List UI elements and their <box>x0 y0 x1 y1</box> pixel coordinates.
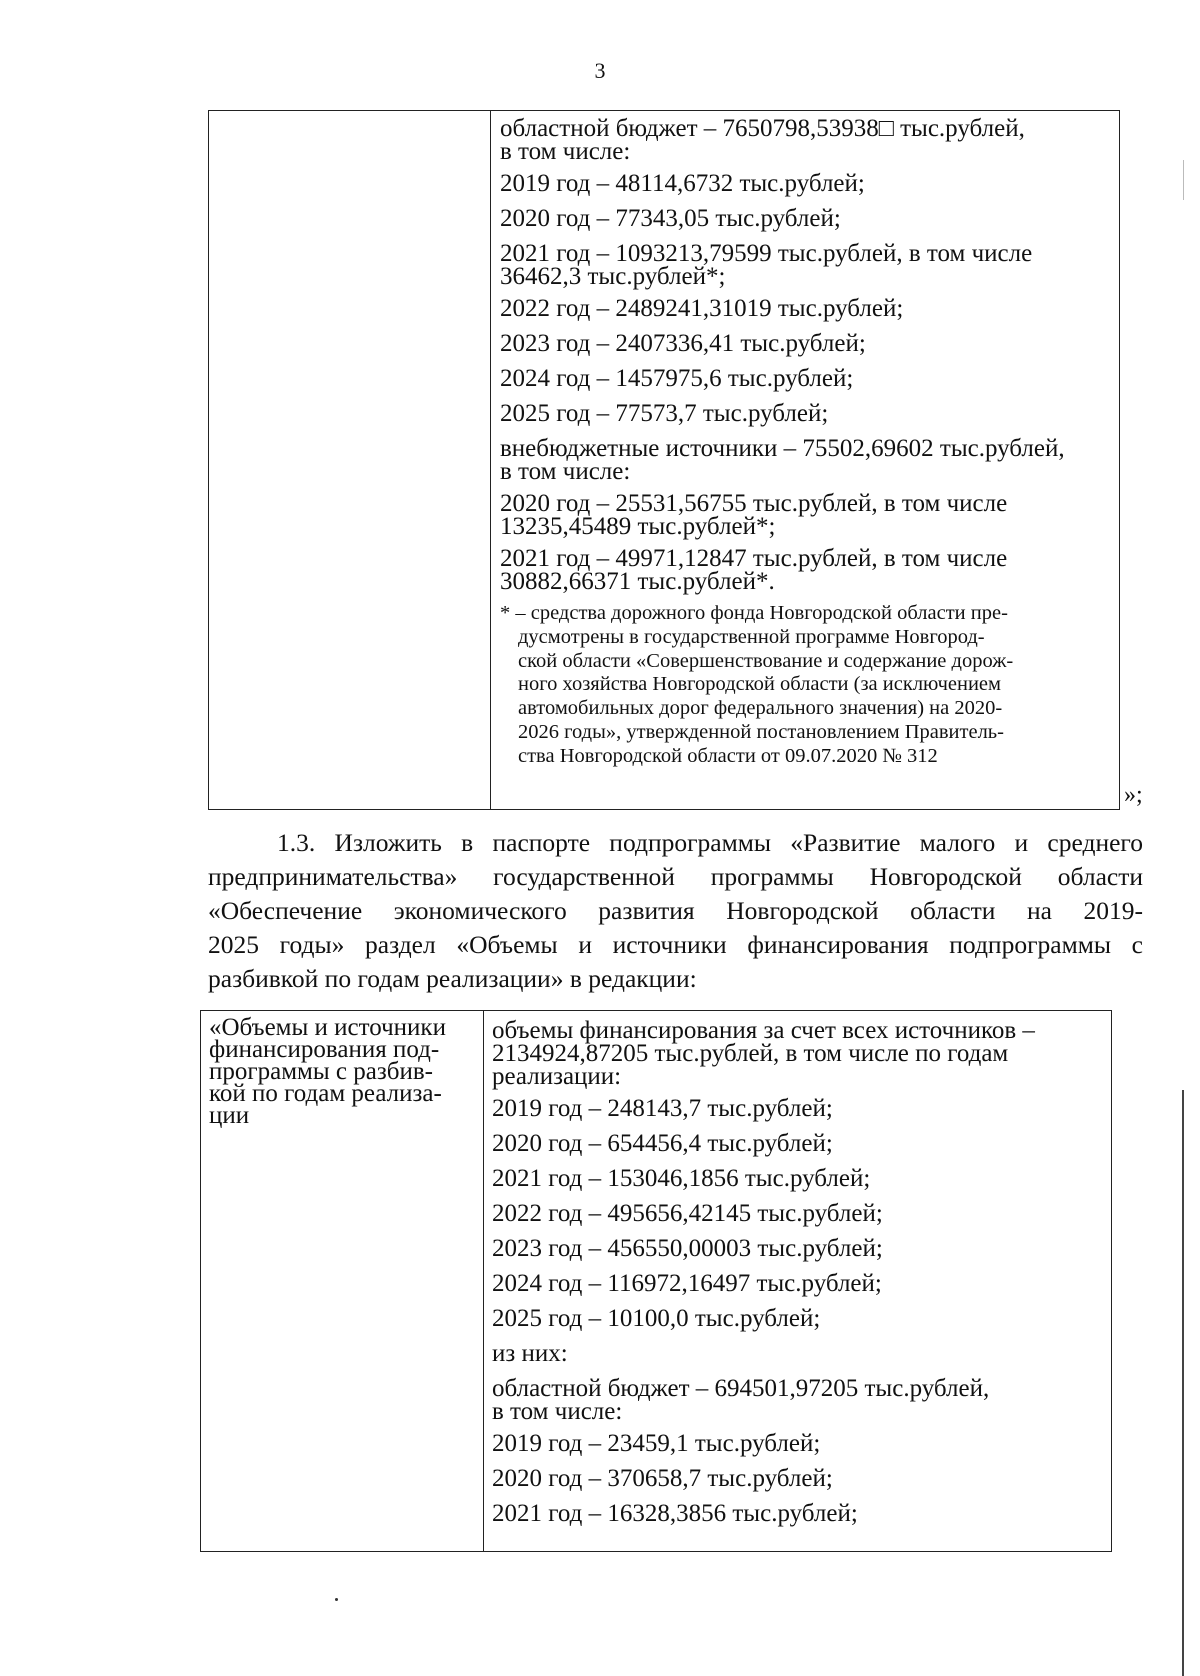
paragraph-line: 2025 годы» раздел «Объемы и источники финансирования подпрограммы с <box>208 930 1143 959</box>
funding-table-continued <box>208 110 1120 810</box>
table-left-cell-empty <box>209 111 491 809</box>
footnote-line: ного хозяйства Новгородской области (за исключением <box>518 673 1002 696</box>
funding-table-new <box>200 1010 1112 1552</box>
table-line: 2021 год – 1093213,79599 тыс.рублей, в том числе 36462,3 тыс.рублей*; <box>500 240 1033 290</box>
footnote-line: дусмотрены в государственной программе Новгород- <box>518 625 985 648</box>
table-line: 2019 год – 23459,1 тыс.рублей; <box>492 1430 821 1457</box>
table-left-line: кой по годам реализа- <box>209 1080 442 1107</box>
paragraph-line: «Обеспечение экономического развития Новгородской области на 2019- <box>208 896 1143 925</box>
table-left-line: программы с разбив- <box>209 1058 433 1085</box>
paragraph-line: 1.3. Изложить в паспорте подпрограммы «Развитие малого и среднего <box>277 828 1143 857</box>
table-line: 2019 год – 248143,7 тыс.рублей; <box>492 1095 833 1122</box>
footnote-line: ской области «Совершенствование и содержание дорож- <box>518 649 1014 672</box>
table-left-line: финансирования под- <box>209 1036 440 1063</box>
table-line: 2025 год – 10100,0 тыс.рублей; <box>492 1305 821 1332</box>
footnote-line: ства Новгородской области от 09.07.2020 № 312 <box>518 744 938 767</box>
table-line: из них: <box>492 1340 568 1367</box>
table-line: 2022 год – 2489241,31019 тыс.рублей; <box>500 295 904 322</box>
table-right-cell <box>484 1011 1111 1551</box>
table-line: 2020 год – 370658,7 тыс.рублей; <box>492 1465 833 1492</box>
table-line: 2020 год – 654456,4 тыс.рублей; <box>492 1130 833 1157</box>
footnote-line: * – средства дорожного фонда Новгородской области пре- <box>500 602 1008 624</box>
table-line: 2020 год – 25531,56755 тыс.рублей, в том числе 13235,45489 тыс.рублей*; <box>500 490 1008 540</box>
page-number: 3 <box>594 58 606 83</box>
table-line: 2024 год – 1457975,6 тыс.рублей; <box>500 365 854 392</box>
table-line: 2020 год – 77343,05 тыс.рублей; <box>500 205 841 232</box>
table-line: 2019 год – 48114,6732 тыс.рублей; <box>500 170 865 197</box>
table-line: 2021 год – 153046,1856 тыс.рублей; <box>492 1165 871 1192</box>
table-line: 2021 год – 49971,12847 тыс.рублей, в том числе 30882,66371 тыс.рублей*. <box>500 545 1008 595</box>
table-line: внебюджетные источники – 75502,69602 тыс.рублей, в том числе: <box>500 435 1065 485</box>
table-line: 2021 год – 16328,3856 тыс.рублей; <box>492 1500 858 1527</box>
table-line: объемы финансирования за счет всех источников – 2134924,87205 тыс.рублей, в том числе по годам реализации: <box>492 1017 1035 1090</box>
table-line: областной бюджет – 694501,97205 тыс.рублей, в том числе: <box>492 1375 990 1425</box>
table-right-cell <box>491 111 1119 809</box>
footnote-line: 2026 годы», утвержденной постановлением Правитель- <box>518 720 1004 743</box>
table-line: 2025 год – 77573,7 тыс.рублей; <box>500 400 829 427</box>
table-left-cell <box>201 1011 484 1551</box>
scan-speck <box>335 1598 338 1601</box>
table-line: областной бюджет – 7650798,53938□ тыс.рублей, в том числе: <box>500 115 1025 165</box>
footnote <box>500 602 1111 769</box>
paragraph-line: предпринимательства» государственной программы Новгородской области <box>208 862 1143 891</box>
table-line: 2022 год – 495656,42145 тыс.рублей; <box>492 1200 883 1227</box>
table-left-line: «Объемы и источники <box>209 1014 446 1041</box>
table-line: 2023 год – 456550,00003 тыс.рублей; <box>492 1235 883 1262</box>
amendment-paragraph <box>208 826 1143 996</box>
scan-edge-line <box>1182 1090 1184 1676</box>
paragraph-line: разбивкой по годам реализации» в редакции: <box>208 964 697 993</box>
table-line: 2024 год – 116972,16497 тыс.рублей; <box>492 1270 882 1297</box>
closing-quote: »; <box>1124 782 1143 808</box>
table-left-line: ции <box>209 1102 250 1129</box>
scan-edge-line <box>1183 160 1184 200</box>
footnote-line: автомобильных дорог федерального значения) на 2020- <box>518 697 1003 720</box>
table-line: 2023 год – 2407336,41 тыс.рублей; <box>500 330 866 357</box>
